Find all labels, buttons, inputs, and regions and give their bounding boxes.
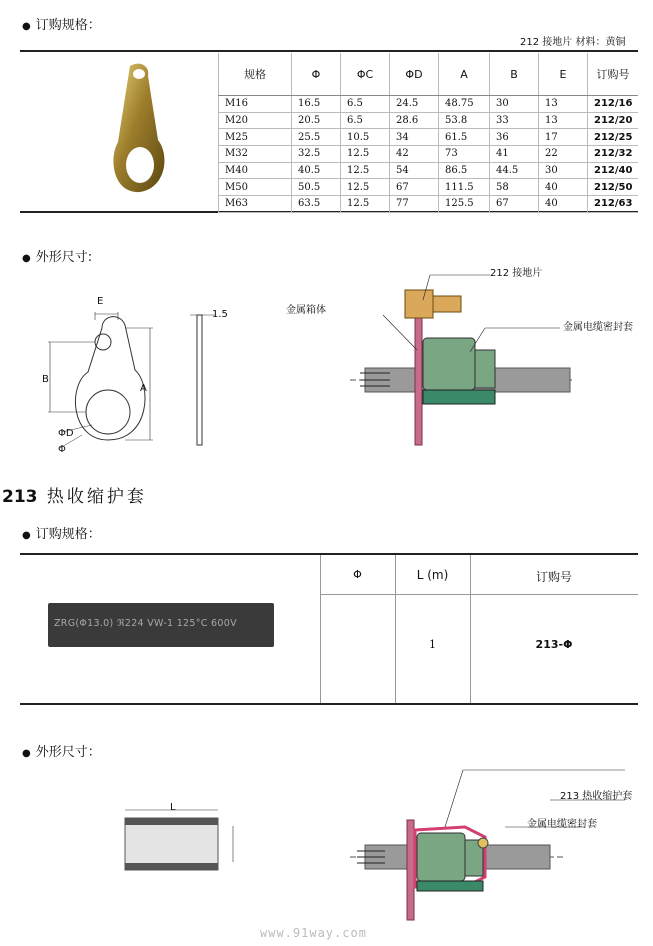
table-cell: 22 [539, 146, 588, 163]
dim-b: B [42, 374, 49, 385]
cell-order-number: 213-Φ [535, 638, 573, 651]
table-cell: M25 [219, 129, 292, 146]
label-grounding-lug: 212 接地片 [490, 268, 543, 279]
cell-value: 1 [429, 638, 436, 651]
table-cell: 30 [490, 96, 539, 113]
table-cell: 48.75 [439, 96, 490, 113]
table-cell: 6.5 [341, 112, 390, 129]
table-cell: 111.5 [439, 179, 490, 196]
table-cell: 32.5 [292, 146, 341, 163]
table-cell: 58 [490, 179, 539, 196]
table-cell: 33 [490, 112, 539, 129]
cell-order-number: 212/16 [588, 96, 639, 113]
table-cell: 41 [490, 146, 539, 163]
table-caption-212: 212 接地片 材料：黄铜 [520, 37, 626, 48]
table-cell: 54 [390, 162, 439, 179]
dim-phi-d: ΦD [58, 428, 74, 439]
table-cell: 50.5 [292, 179, 341, 196]
order-spec-heading-212: ● 订购规格： [22, 18, 101, 33]
table-cell: 17 [539, 129, 588, 146]
table-row [219, 179, 639, 196]
col-header: L (m) [416, 568, 449, 582]
dim-e: E [97, 296, 104, 307]
table-top-rule [20, 553, 638, 555]
table-cell: M20 [219, 112, 292, 129]
table-cell: 42 [390, 146, 439, 163]
label-metal-box: 金属箱体 [286, 305, 326, 316]
col-header: Φ [292, 53, 341, 96]
table-cell: 13 [539, 112, 588, 129]
dim-phi: Φ [58, 444, 66, 455]
table-top-rule [20, 50, 638, 52]
section-title-213 [2, 482, 147, 507]
dimension-heading-212: ● 外形尺寸: [22, 250, 93, 265]
table-row [219, 196, 639, 213]
table-cell: 61.5 [439, 129, 490, 146]
table-cell: M16 [219, 96, 292, 113]
table-cell: 16.5 [292, 96, 341, 113]
section-number: 213 [2, 487, 38, 507]
cell-order-number: 212/32 [588, 146, 639, 163]
table-cell: 34 [390, 129, 439, 146]
table-row [219, 129, 639, 146]
col-header: 规格 [219, 53, 292, 96]
dimension-heading-213: ● 外形尺寸： [22, 745, 101, 760]
table-cell: 67 [490, 196, 539, 213]
table-cell: M40 [219, 162, 292, 179]
label-metal-gland: 金属电缆密封套 [527, 819, 597, 830]
dim-a: A [140, 383, 147, 394]
lug-dimension-drawing [40, 290, 270, 460]
table-cell: 86.5 [439, 162, 490, 179]
col-header: ΦC [341, 53, 390, 96]
table-cell: 24.5 [390, 96, 439, 113]
table-cell: 125.5 [439, 196, 490, 213]
spec-table-212 [218, 53, 638, 213]
table-row [219, 146, 639, 163]
section-name: 热收缩护套 [46, 487, 147, 507]
table-cell: 12.5 [341, 146, 390, 163]
dim-thickness: 1.5 [212, 309, 228, 320]
label-heat-shrink-sleeve: 213 热收缩护套 [560, 791, 633, 802]
cell-order-number: 212/40 [588, 162, 639, 179]
table-cell: 25.5 [292, 129, 341, 146]
header-divider [321, 594, 638, 595]
table-cell: M32 [219, 146, 292, 163]
cell-order-number: 212/20 [588, 112, 639, 129]
label-metal-gland: 金属电缆密封套 [563, 322, 633, 333]
col-header: B [490, 53, 539, 96]
table-cell: 73 [439, 146, 490, 163]
watermark: www.91way.com [260, 926, 367, 940]
table-cell: 12.5 [341, 196, 390, 213]
cell-order-number: 212/25 [588, 129, 639, 146]
table-cell: 12.5 [341, 179, 390, 196]
sleeve-print-text: ZRG(Φ13.0) ℜ224 VW-1 125°C 600V [54, 618, 237, 629]
table-cell: 36 [490, 129, 539, 146]
table-cell: 40 [539, 196, 588, 213]
table-cell: 63.5 [292, 196, 341, 213]
col-header: A [439, 53, 490, 96]
table-cell: M63 [219, 196, 292, 213]
table-cell: 40 [539, 179, 588, 196]
dim-l: L [170, 802, 176, 813]
table-cell: 30 [539, 162, 588, 179]
table-cell: M50 [219, 179, 292, 196]
table-cell: 10.5 [341, 129, 390, 146]
table-row [219, 162, 639, 179]
assembly-drawing-212 [345, 270, 585, 450]
heat-shrink-sleeve-photo [48, 603, 274, 647]
cell-order-number: 212/63 [588, 196, 639, 213]
table-cell: 6.5 [341, 96, 390, 113]
col-header: E [539, 53, 588, 96]
table-header-row [219, 53, 639, 96]
table-cell: 67 [390, 179, 439, 196]
table-row [219, 96, 639, 113]
order-spec-heading-213: ● 订购规格： [22, 527, 101, 542]
table-bottom-rule [20, 703, 638, 705]
sleeve-dimension-drawing [115, 800, 245, 880]
table-cell: 28.6 [390, 112, 439, 129]
col-header: Φ [353, 568, 362, 581]
cell-order-number: 212/50 [588, 179, 639, 196]
table-cell: 44.5 [490, 162, 539, 179]
table-cell: 20.5 [292, 112, 341, 129]
table-cell: 77 [390, 196, 439, 213]
col-header: 订购号 [588, 53, 639, 96]
table-row [219, 112, 639, 129]
grounding-lug-photo [108, 60, 168, 200]
table-cell: 53.8 [439, 112, 490, 129]
col-header: ΦD [390, 53, 439, 96]
col-header: 订购号 [535, 570, 572, 584]
table-cell: 40.5 [292, 162, 341, 179]
table-cell: 12.5 [341, 162, 390, 179]
table-cell: 13 [539, 96, 588, 113]
